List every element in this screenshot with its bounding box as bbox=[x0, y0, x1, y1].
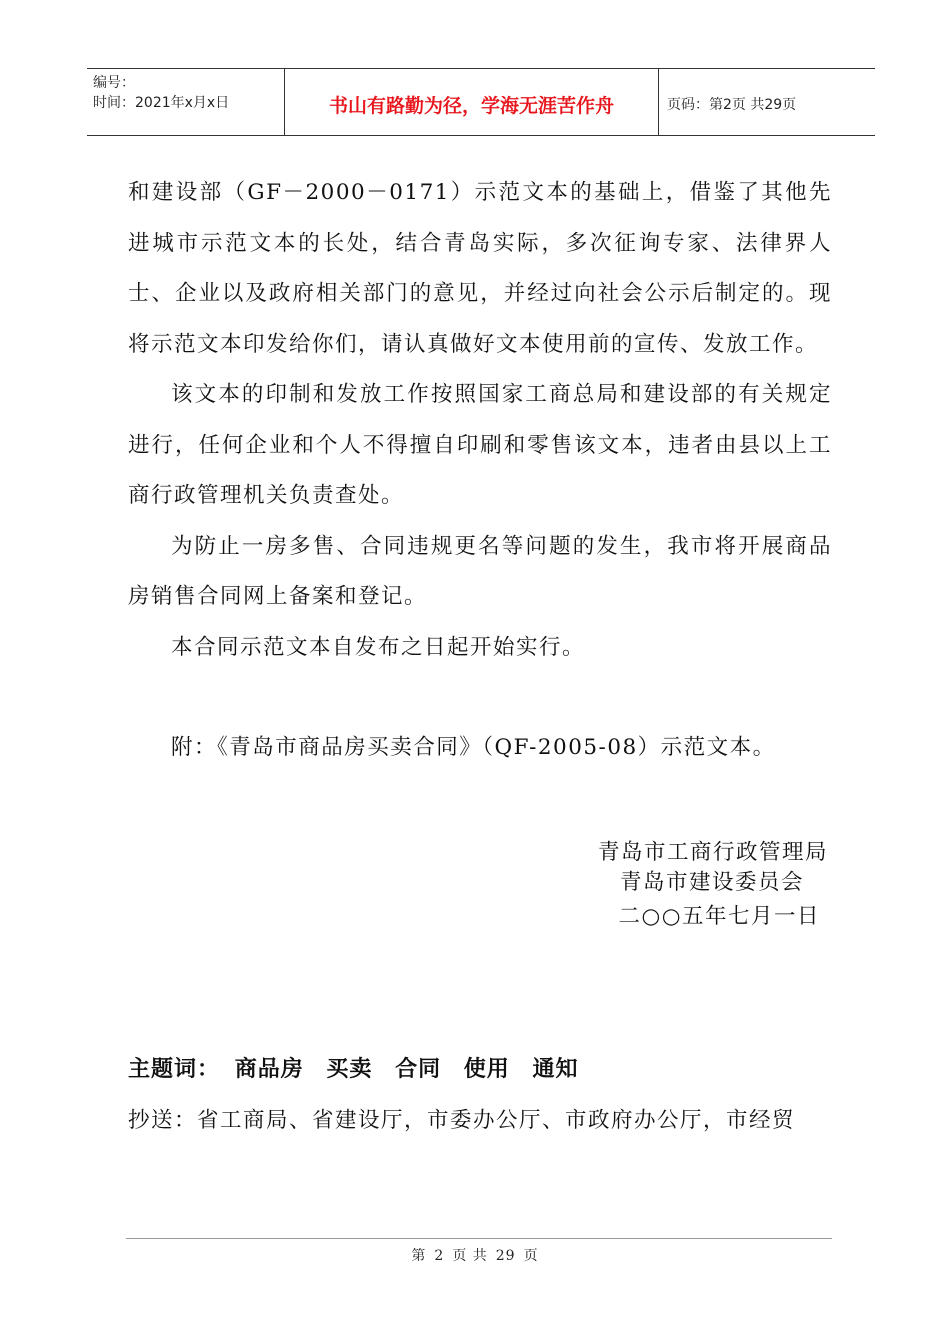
document-body bbox=[128, 168, 832, 774]
keyword-item: 合同 bbox=[395, 1057, 442, 1082]
signature-org-2: 青岛市建设委员会 bbox=[619, 870, 804, 895]
cc-line: 抄送：省工商局、省建设厅，市委办公厅、市政府办公厅，市经贸 bbox=[128, 1108, 796, 1133]
document-header bbox=[87, 68, 875, 136]
keyword-item: 商品房 bbox=[234, 1057, 304, 1082]
body-paragraph-3: 为防止一房多售、合同违规更名等问题的发生，我市将开展商品房销售合同网上备案和登记。 bbox=[128, 533, 832, 609]
body-paragraph-2: 该文本的印制和发放工作按照国家工商总局和建设部的有关规定进行，任何企业和个人不得擅自印刷和零售该文本，违者由县以上工商行政管理机关负责查处。 bbox=[128, 382, 832, 508]
header-time-label: 时间：2021年x月x日 bbox=[93, 95, 230, 111]
body-paragraph-4: 本合同示范文本自发布之日起开始实行。 bbox=[171, 634, 586, 660]
signature-block bbox=[560, 838, 850, 932]
footer-suffix: 页 bbox=[523, 1248, 539, 1264]
footer-prefix: 第 bbox=[411, 1248, 427, 1264]
keyword-item: 买卖 bbox=[326, 1057, 373, 1082]
footer-total-pages: 29 bbox=[495, 1248, 516, 1264]
keyword-item: 通知 bbox=[532, 1057, 579, 1082]
footer-page-number: 2 bbox=[434, 1248, 445, 1264]
footer-divider bbox=[126, 1238, 832, 1239]
attachment-line: 附：《青岛市商品房买卖合同》（QF-2005-08）示范文本。 bbox=[171, 735, 776, 760]
header-motto: 书山有路勤为径，学海无涯苦作舟 bbox=[285, 69, 659, 135]
subject-keywords bbox=[128, 1052, 592, 1083]
keywords-label: 主题词： bbox=[128, 1057, 221, 1082]
footer-mid: 页 共 bbox=[452, 1248, 488, 1264]
header-meta bbox=[87, 69, 285, 135]
keyword-item: 使用 bbox=[463, 1057, 510, 1082]
signature-org-1: 青岛市工商行政管理局 bbox=[597, 840, 828, 865]
page-footer bbox=[0, 1245, 950, 1265]
header-number-label: 编号： bbox=[93, 75, 135, 91]
signature-date: 二○○五年七月一日 bbox=[618, 904, 820, 929]
header-page-info: 页码：第2页 共29页 bbox=[667, 97, 797, 113]
body-paragraph-1: 和建设部（GF－2000－0171）示范文本的基础上，借鉴了其他先进城市示范文本的长处，结合青岛实际，多次征询专家、法律界人士、企业以及政府相关部门的意见，并经过向社会公示后制定的。现将示范文本印发给你们，请认真做好文本使用前的宣传、发放工作。 bbox=[128, 180, 832, 357]
